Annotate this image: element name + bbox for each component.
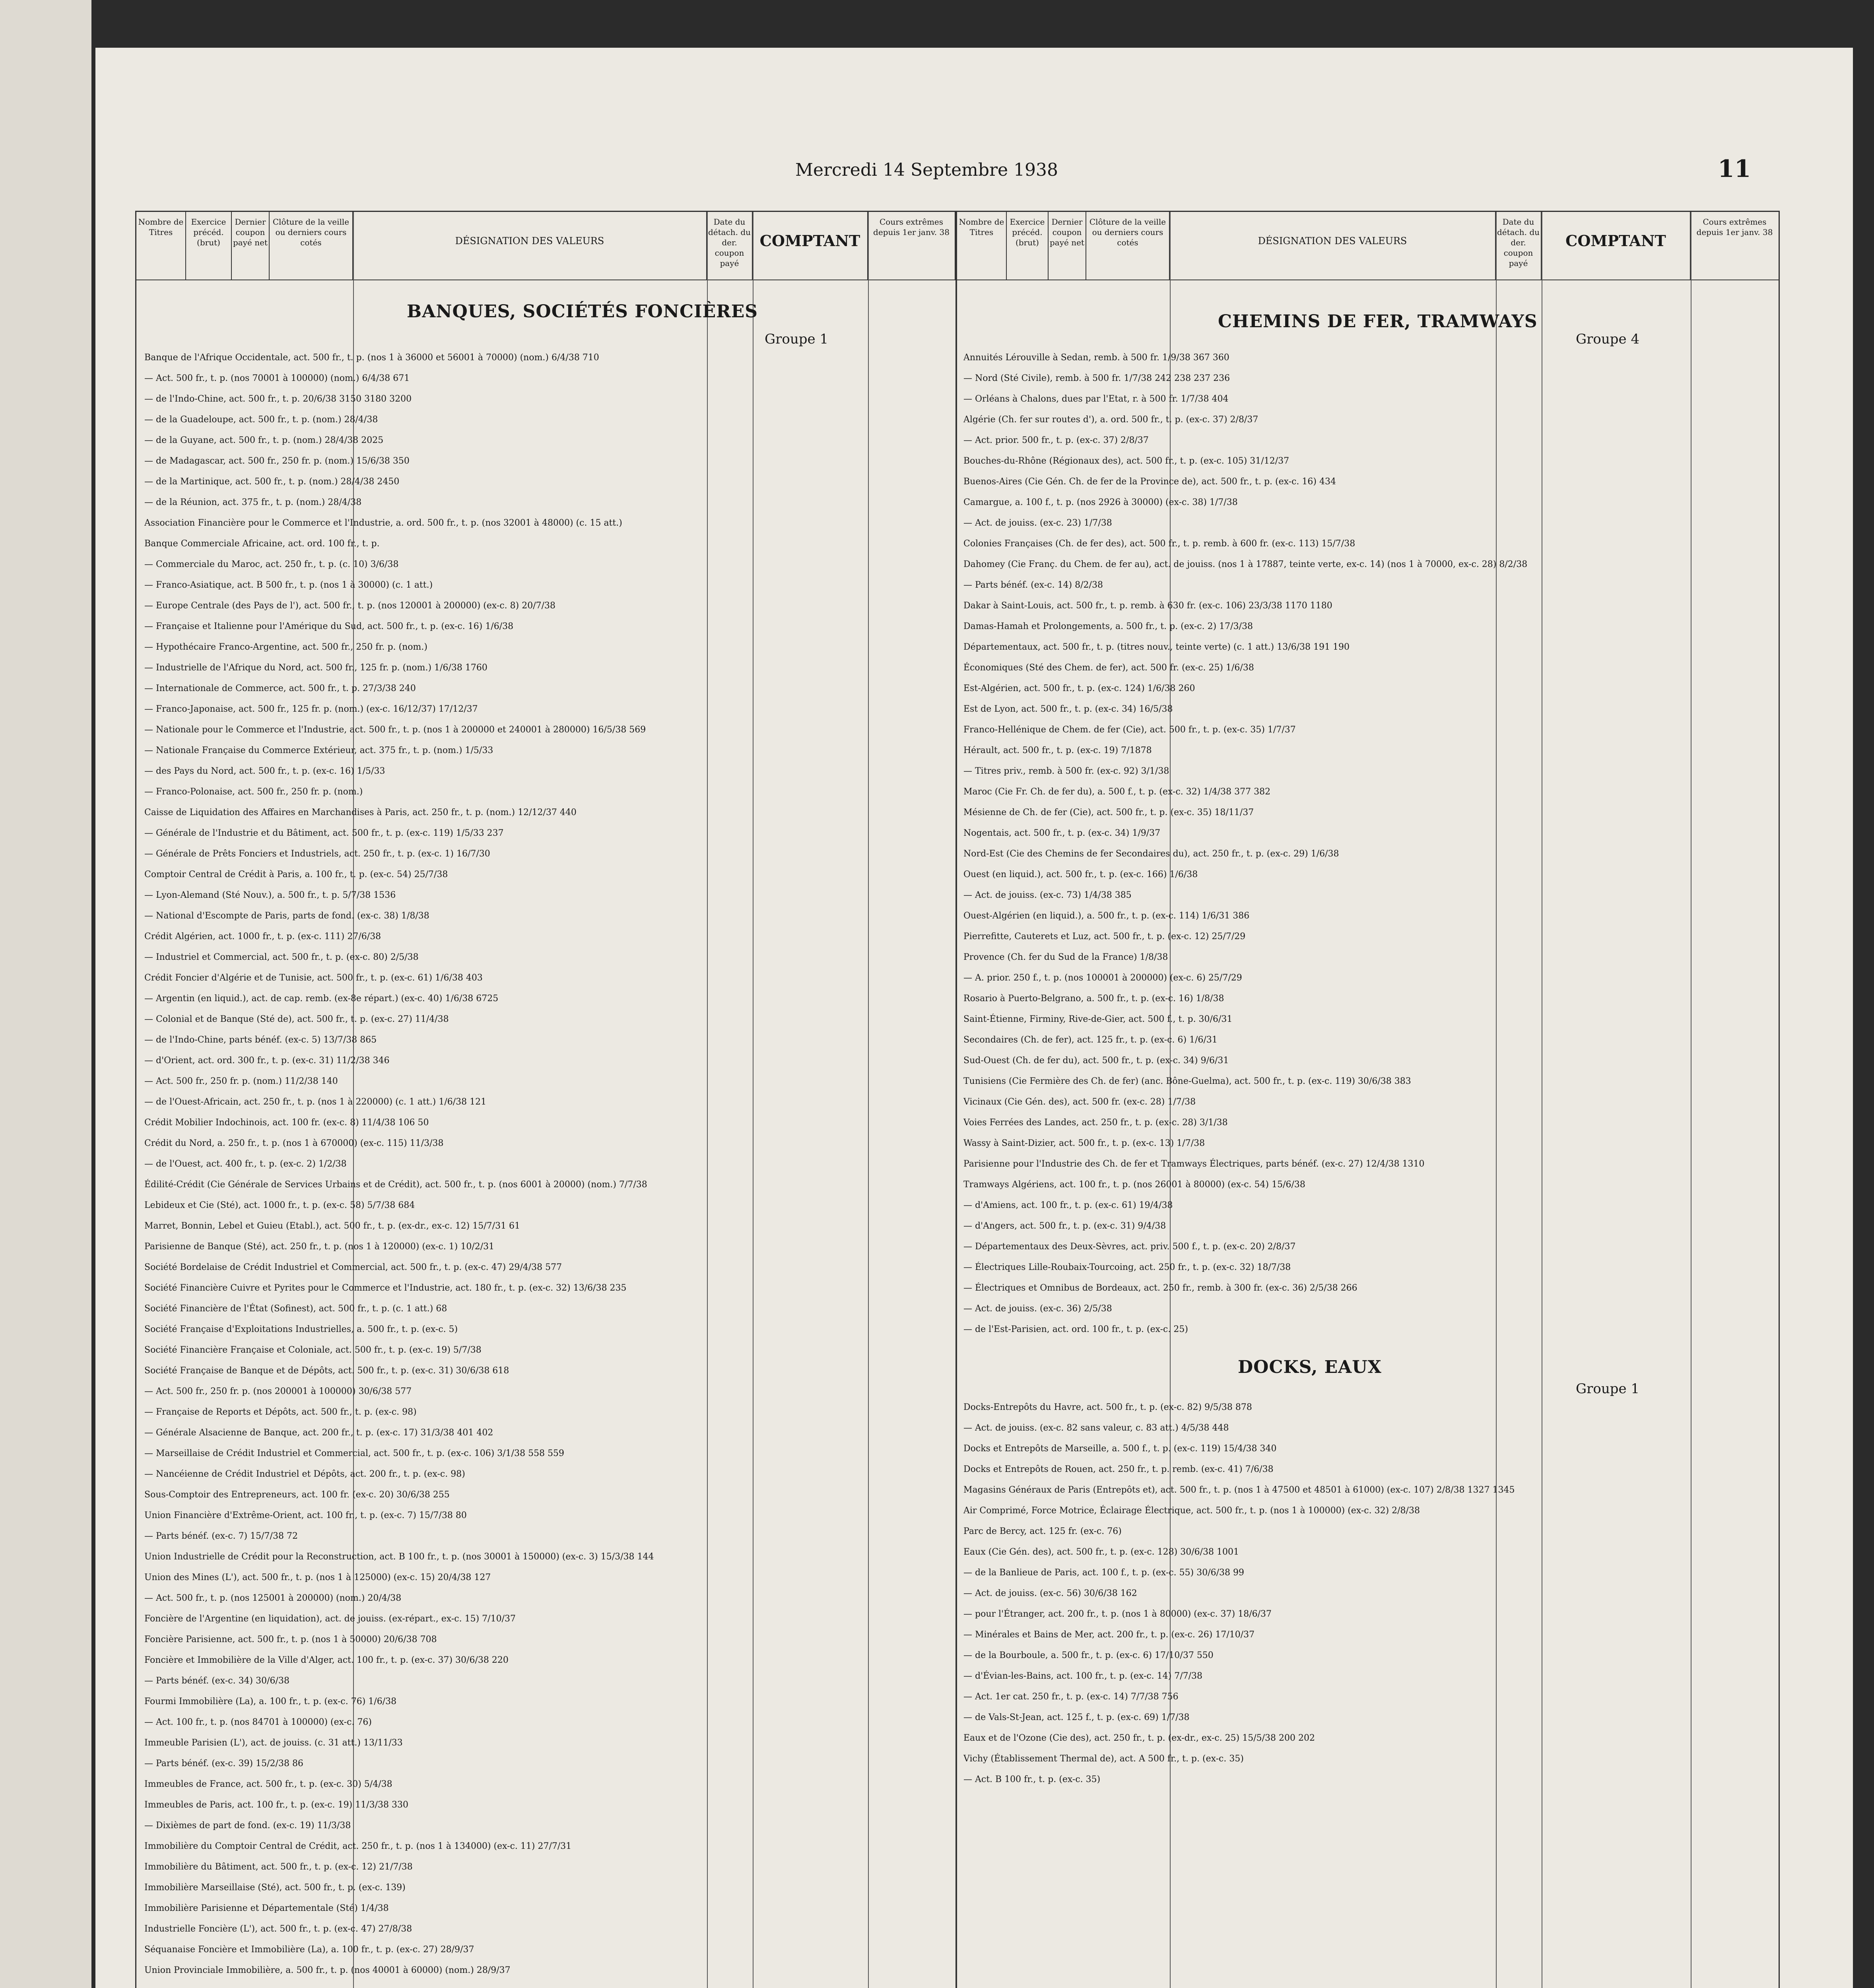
listing-row: Sud-Ouest (Ch. de fer du), act. 500 fr., t. p. (ex-c. 34) 9/6/31 — [963, 1056, 1229, 1066]
left-listing — [144, 351, 952, 1988]
listing-row: Buenos-Aires (Cie Gén. Ch. de fer de la Province de), act. 500 fr., t. p. (ex-c. 16) 434 — [963, 477, 1336, 487]
listing-row: — Marseillaise de Crédit Industriel et Commercial, act. 500 fr., t. p. (ex-c. 106) 3/1/38 558 559 — [144, 1448, 565, 1458]
newspaper-page — [95, 48, 1853, 1988]
listing-row: Pierrefitte, Cauterets et Luz, act. 500 fr., t. p. (ex-c. 12) 25/7/29 — [963, 932, 1246, 942]
col-designation-right: DÉSIGNATION DES VALEURS — [1170, 212, 1496, 280]
listing-row: Société Financière Cuivre et Pyrites pour le Commerce et l'Industrie, act. 180 fr., t. p. (ex-c. 32) 13/6/38 235 — [144, 1283, 627, 1293]
listing-row: — d'Amiens, act. 100 fr., t. p. (ex-c. 61) 19/4/38 — [963, 1200, 1173, 1210]
listing-row: — Française de Reports et Dépôts, act. 500 fr., t. p. (ex-c. 98) — [144, 1407, 417, 1417]
listing-row: — Électriques Lille-Roubaix-Tourcoing, act. 250 fr., t. p. (ex-c. 32) 18/7/38 — [963, 1262, 1291, 1272]
listing-row: — Nancéienne de Crédit Industriel et Dépôts, act. 200 fr., t. p. (ex-c. 98) — [144, 1469, 465, 1479]
listing-row: — Act. 500 fr., 250 fr. p. (nos 200001 à 100000) 30/6/38 577 — [144, 1386, 412, 1396]
listing-row: Air Comprimé, Force Motrice, Éclairage Électrique, act. 500 fr., t. p. (nos 1 à 100000) (ex-c. 32) 2/8/38 — [963, 1506, 1420, 1516]
listing-row: — Nationale pour le Commerce et l'Industrie, act. 500 fr., t. p. (nos 1 à 200000 et 240001 à 280000) 16/5/38 569 — [144, 725, 646, 735]
listing-row: Mésienne de Ch. de fer (Cie), act. 500 fr., t. p. (ex-c. 35) 18/11/37 — [963, 808, 1254, 817]
listing-row: Tramways Algériens, act. 100 fr., t. p. (nos 26001 à 80000) (ex-c. 54) 15/6/38 — [963, 1180, 1305, 1190]
col-cloture: Clôture de la veille ou derniers cours cotés — [270, 212, 353, 280]
listing-row: — d'Angers, act. 500 fr., t. p. (ex-c. 31) 9/4/38 — [963, 1221, 1166, 1231]
listing-row: — Titres priv., remb. à 500 fr. (ex-c. 92) 3/1/38 — [963, 766, 1169, 776]
col-exercice: Exercice précéd. (brut) — [186, 212, 232, 280]
listing-row: Damas-Hamah et Prolongements, a. 500 fr., t. p. (ex-c. 2) 17/3/38 — [963, 621, 1253, 631]
listing-row: Foncière et Immobilière de la Ville d'Alger, act. 100 fr., t. p. (ex-c. 37) 30/6/38 220 — [144, 1655, 509, 1665]
col-nombre: Nombre de Titres — [136, 212, 186, 280]
listing-row: — Act. 1er cat. 250 fr., t. p. (ex-c. 14) 7/7/38 756 — [963, 1692, 1179, 1702]
listing-row: Crédit Mobilier Indochinois, act. 100 fr. (ex-c. 8) 11/4/38 106 50 — [144, 1118, 429, 1128]
group-label: Groupe 1 — [1576, 1381, 1640, 1397]
listing-row: Union Financière d'Extrême-Orient, act. 100 fr., t. p. (ex-c. 7) 15/7/38 80 — [144, 1510, 467, 1520]
col-date-detach-right: Date du détach. du der. coupon payé — [1496, 212, 1542, 280]
section-chemins-de-fer: CHEMINS DE FER, TRAMWAYS — [1218, 311, 1538, 332]
listing-row: Foncière Parisienne, act. 500 fr., t. p. (nos 1 à 50000) 20/6/38 708 — [144, 1635, 437, 1644]
listing-row: — de la Banlieue de Paris, act. 100 f., t. p. (ex-c. 55) 30/6/38 99 — [963, 1568, 1245, 1578]
listing-row: — de Madagascar, act. 500 fr., 250 fr. p. (nom.) 15/6/38 350 — [144, 456, 410, 466]
listing-row: Docks et Entrepôts de Marseille, a. 500 f., t. p. (ex-c. 119) 15/4/38 340 — [963, 1444, 1277, 1454]
group-label: Groupe 1 — [765, 331, 829, 347]
listing-row: Société Française d'Exploitations Industrielles, a. 500 fr., t. p. (ex-c. 5) — [144, 1324, 458, 1334]
right-listing-railways — [963, 351, 1775, 1345]
listing-row: — Générale de Prêts Fonciers et Industriels, act. 250 fr., t. p. (ex-c. 1) 16/7/30 — [144, 849, 490, 859]
listing-row: — Internationale de Commerce, act. 500 fr., t. p. 27/3/38 240 — [144, 683, 416, 693]
listing-row: — Act. prior. 500 fr., t. p. (ex-c. 37) 2/8/37 — [963, 435, 1149, 445]
listing-row: Lebideux et Cie (Sté), act. 1000 fr., t. p. (ex-c. 58) 5/7/38 684 — [144, 1200, 415, 1210]
listing-row: Industrielle Foncière (L'), act. 500 fr., t. p. (ex-c. 47) 27/8/38 — [144, 1924, 412, 1934]
listing-row: — Hypothécaire Franco-Argentine, act. 500 fr., 250 fr. p. (nom.) — [144, 642, 427, 652]
listing-row: Algérie (Ch. fer sur routes d'), a. ord. 500 fr., t. p. (ex-c. 37) 2/8/37 — [963, 415, 1258, 425]
listing-row: Annuités Lérouville à Sedan, remb. à 500 fr. 1/9/38 367 360 — [963, 353, 1229, 363]
listing-row: — Orléans à Chalons, dues par l'Etat, r. à 500 fr. 1/7/38 404 — [963, 394, 1229, 404]
listing-row: — d'Orient, act. ord. 300 fr., t. p. (ex-c. 31) 11/2/38 346 — [144, 1056, 390, 1066]
listing-row: Immeubles de Paris, act. 100 fr., t. p. (ex-c. 19) 11/3/38 330 — [144, 1800, 408, 1810]
listing-row: — de l'Indo-Chine, parts bénéf. (ex-c. 5) 13/7/38 865 — [144, 1035, 377, 1045]
col-comptant-right: COMPTANT — [1542, 212, 1691, 280]
listing-row: — de la Réunion, act. 375 fr., t. p. (nom.) 28/4/38 — [144, 497, 362, 507]
listing-row: — de la Guyane, act. 500 fr., t. p. (nom.) 28/4/38 2025 — [144, 435, 384, 445]
left-page-edge — [0, 0, 91, 1988]
group-label: Groupe 4 — [1576, 331, 1640, 347]
listing-row: — de la Guadeloupe, act. 500 fr., t. p. (nom.) 28/4/38 — [144, 415, 378, 425]
listing-row: — de la Bourboule, a. 500 fr., t. p. (ex-c. 6) 17/10/37 550 — [963, 1650, 1214, 1660]
listing-row: — Act. de jouiss. (ex-c. 56) 30/6/38 162 — [963, 1588, 1137, 1598]
listing-row: Hérault, act. 500 fr., t. p. (ex-c. 19) 7/1878 — [963, 746, 1152, 755]
listing-row: — Argentin (en liquid.), act. de cap. remb. (ex-8e répart.) (ex-c. 40) 1/6/38 6725 — [144, 994, 499, 1004]
listing-row: Nogentais, act. 500 fr., t. p. (ex-c. 34) 1/9/37 — [963, 828, 1161, 838]
listing-row: — Franco-Polonaise, act. 500 fr., 250 fr. p. (nom.) — [144, 787, 363, 797]
listing-row: — Dixièmes de part de fond. (ex-c. 19) 11/3/38 — [144, 1821, 351, 1831]
listing-row: — Commerciale du Maroc, act. 250 fr., t. p. (c. 10) 3/6/38 — [144, 559, 399, 569]
listing-row: Union Industrielle de Crédit pour la Reconstruction, act. B 100 fr., t. p. (nos 30001 à 150000) (ex-c. 3) 15/3/38 144 — [144, 1552, 654, 1562]
col-dernier: Dernier coupon payé net — [232, 212, 270, 280]
listing-row: — de l'Est-Parisien, act. ord. 100 fr., t. p. (ex-c. 25) — [963, 1324, 1188, 1334]
listing-row: Économiques (Sté des Chem. de fer), act. 500 fr. (ex-c. 25) 1/6/38 — [963, 663, 1254, 673]
listing-row: Crédit du Nord, a. 250 fr., t. p. (nos 1 à 670000) (ex-c. 115) 11/3/38 — [144, 1138, 444, 1148]
listing-row: — pour l'Étranger, act. 200 fr., t. p. (nos 1 à 80000) (ex-c. 37) 18/6/37 — [963, 1609, 1272, 1619]
listing-row: — Générale Alsacienne de Banque, act. 200 fr., t. p. (ex-c. 17) 31/3/38 401 402 — [144, 1428, 493, 1438]
listing-row: Docks et Entrepôts de Rouen, act. 250 fr., t. p. remb. (ex-c. 41) 7/6/38 — [963, 1464, 1274, 1474]
listing-row: — Franco-Japonaise, act. 500 fr., 125 fr. p. (nom.) (ex-c. 16/12/37) 17/12/37 — [144, 704, 478, 714]
col-cours: Cours extrêmes depuis 1er janv. 38 — [868, 212, 955, 280]
listing-row: — Parts bénéf. (ex-c. 7) 15/7/38 72 — [144, 1531, 298, 1541]
listing-row: Dahomey (Cie Franç. du Chem. de fer au), act. de jouiss. (nos 1 à 17887, teinte verte, ex-c. 14) (nos 1 à 70000, ex-c. 28) 8/2/38 — [963, 559, 1528, 569]
listing-row: Est-Algérien, act. 500 fr., t. p. (ex-c. 124) 1/6/38 260 — [963, 683, 1195, 693]
listing-row: Saint-Étienne, Firminy, Rive-de-Gier, act. 500 f., t. p. 30/6/31 — [963, 1014, 1233, 1024]
section-banques: BANQUES, SOCIÉTÉS FONCIÈRES — [407, 301, 758, 322]
listing-row: — Franco-Asiatique, act. B 500 fr., t. p. (nos 1 à 30000) (c. 1 att.) — [144, 580, 433, 590]
listing-row: Immobilière Marseillaise (Sté), act. 500 fr., t. p. (ex-c. 139) — [144, 1883, 406, 1893]
listing-row: Docks-Entrepôts du Havre, act. 500 fr., t. p. (ex-c. 82) 9/5/38 878 — [963, 1402, 1252, 1412]
listing-row: — Électriques et Omnibus de Bordeaux, act. 250 fr., remb. à 300 fr. (ex-c. 36) 2/5/38 266 — [963, 1283, 1357, 1293]
center-divider — [955, 212, 957, 1988]
listing-row: — Act. de jouiss. (ex-c. 36) 2/5/38 — [963, 1304, 1112, 1314]
listing-row: Union Provinciale Immobilière, a. 500 fr., t. p. (nos 40001 à 60000) (nom.) 28/9/37 — [144, 1965, 511, 1975]
listing-row: Parc de Bercy, act. 125 fr. (ex-c. 76) — [963, 1526, 1122, 1536]
listing-row: Banque Commerciale Africaine, act. ord. 100 fr., t. p. — [144, 539, 380, 549]
col-date-detach: Date du détach. du der. coupon payé — [707, 212, 753, 280]
listing-row: — de l'Ouest, act. 400 fr., t. p. (ex-c. 2) 1/2/38 — [144, 1159, 347, 1169]
listing-row: — Act. B 100 fr., t. p. (ex-c. 35) — [963, 1774, 1101, 1784]
listing-row: Séquanaise Foncière et Immobilière (La), a. 100 fr., t. p. (ex-c. 27) 28/9/37 — [144, 1945, 474, 1955]
listing-row: Ouest (en liquid.), act. 500 fr., t. p. (ex-c. 166) 1/6/38 — [963, 870, 1198, 879]
listing-row: Vichy (Établissement Thermal de), act. A 500 fr., t. p. (ex-c. 35) — [963, 1754, 1244, 1764]
listing-row: Franco-Hellénique de Chem. de fer (Cie), act. 500 fr., t. p. (ex-c. 35) 1/7/37 — [963, 725, 1296, 735]
listing-row: — Nord (Sté Civile), remb. à 500 fr. 1/7/38 242 238 237 236 — [963, 373, 1230, 383]
listing-row: Société Financière de l'État (Sofinest), act. 500 fr., t. p. (c. 1 att.) 68 — [144, 1304, 447, 1314]
listing-row: Provence (Ch. fer du Sud de la France) 1/8/38 — [963, 952, 1168, 962]
col-nombre-right: Nombre de Titres — [957, 212, 1007, 280]
listing-row: Parisienne de Banque (Sté), act. 250 fr., t. p. (nos 1 à 120000) (ex-c. 1) 10/2/31 — [144, 1242, 495, 1252]
col-cloture-right: Clôture de la veille ou derniers cours cotés — [1086, 212, 1170, 280]
col-comptant: COMPTANT — [753, 212, 868, 280]
listing-row: Comptoir Central de Crédit à Paris, a. 100 fr., t. p. (ex-c. 54) 25/7/38 — [144, 870, 448, 879]
listing-row: — des Pays du Nord, act. 500 fr., t. p. (ex-c. 16) 1/5/33 — [144, 766, 385, 776]
listing-row: Immobilière du Comptoir Central de Crédit, act. 250 fr., t. p. (nos 1 à 134000) (ex-c. 11) 27/7/31 — [144, 1841, 572, 1851]
listing-row: Union des Mines (L'), act. 500 fr., t. p. (nos 1 à 125000) (ex-c. 15) 20/4/38 127 — [144, 1573, 491, 1582]
listing-row: Départementaux, act. 500 fr., t. p. (titres nouv., teinte verte) (c. 1 att.) 13/6/38 191 190 — [963, 642, 1350, 652]
listing-row: — Colonial et de Banque (Sté de), act. 500 fr., t. p. (ex-c. 27) 11/4/38 — [144, 1014, 449, 1024]
listing-row: — Act. 500 fr., 250 fr. p. (nom.) 11/2/38 140 — [144, 1076, 338, 1086]
listing-row: Magasins Généraux de Paris (Entrepôts et), act. 500 fr., t. p. (nos 1 à 47500 et 48501 à 61000) (ex-c. 107) 2/8/38 1327 1345 — [963, 1485, 1515, 1495]
quotation-table — [135, 211, 1780, 1988]
listing-row: — Act. 100 fr., t. p. (nos 84701 à 100000) (ex-c. 76) — [144, 1717, 372, 1727]
col-dernier-right: Dernier coupon payé net — [1049, 212, 1086, 280]
listing-row — [963, 1343, 1775, 1345]
listing-row: Wassy à Saint-Dizier, act. 500 fr., t. p. (ex-c. 13) 1/7/38 — [963, 1138, 1205, 1148]
listing-row: Édilité-Crédit (Cie Générale de Services Urbains et de Crédit), act. 500 fr., t. p. (nos 6001 à 20000) (nom.) 7/7/38 — [144, 1180, 647, 1190]
listing-row: — Act. 500 fr., t. p. (nos 125001 à 200000) (nom.) 20/4/38 — [144, 1593, 402, 1603]
right-listing-docks — [963, 1401, 1775, 1988]
listing-row: Immeubles de France, act. 500 fr., t. p. (ex-c. 30) 5/4/38 — [144, 1779, 392, 1789]
listing-row: Est de Lyon, act. 500 fr., t. p. (ex-c. 34) 16/5/38 — [963, 704, 1173, 714]
listing-row: Secondaires (Ch. de fer), act. 125 fr., t. p. (ex-c. 6) 1/6/31 — [963, 1035, 1218, 1045]
listing-row: — Industriel et Commercial, act. 500 fr., t. p. (ex-c. 80) 2/5/38 — [144, 952, 419, 962]
listing-row: Crédit Foncier d'Algérie et de Tunisie, act. 500 fr., t. p. (ex-c. 61) 1/6/38 403 — [144, 973, 483, 983]
listing-row: — Europe Centrale (des Pays de l'), act. 500 fr., t. p. (nos 120001 à 200000) (ex-c. 8) 20/7/38 — [144, 601, 556, 611]
listing-row: Société Bordelaise de Crédit Industriel et Commercial, act. 500 fr., t. p. (ex-c. 47) 29/4/38 577 — [144, 1262, 562, 1272]
listing-row: Nord-Est (Cie des Chemins de fer Secondaires du), act. 250 fr., t. p. (ex-c. 29) 1/6/38 — [963, 849, 1339, 859]
listing-row: — Parts bénéf. (ex-c. 39) 15/2/38 86 — [144, 1759, 303, 1769]
col-designation: DÉSIGNATION DES VALEURS — [353, 212, 707, 280]
listing-row: Parisienne pour l'Industrie des Ch. de fer et Tramways Électriques, parts bénéf. (ex-c. 27) 12/4/38 1310 — [963, 1159, 1425, 1169]
listing-row: — A. prior. 250 f., t. p. (nos 100001 à 200000) (ex-c. 6) 25/7/29 — [963, 973, 1242, 983]
col-cours-right: Cours extrêmes depuis 1er janv. 38 — [1696, 217, 1773, 237]
listing-row: Eaux et de l'Ozone (Cie des), act. 250 fr., t. p. (ex-dr., ex-c. 25) 15/5/38 200 202 — [963, 1733, 1315, 1743]
listing-row: Crédit Algérien, act. 1000 fr., t. p. (ex-c. 111) 27/6/38 — [144, 932, 381, 942]
listing-row: — de l'Ouest-Africain, act. 250 fr., t. p. (nos 1 à 220000) (c. 1 att.) 1/6/38 121 — [144, 1097, 487, 1107]
listing-row: Immobilière Parisienne et Départementale (Sté) 1/4/38 — [144, 1903, 389, 1913]
listing-row: Caisse de Liquidation des Affaires en Marchandises à Paris, act. 250 fr., t. p. (nom.) 12/12/37 440 — [144, 808, 577, 817]
listing-row: Société Financière Française et Coloniale, act. 500 fr., t. p. (ex-c. 19) 5/7/38 — [144, 1345, 482, 1355]
listing-row: Société Française de Banque et de Dépôts, act. 500 fr., t. p. (ex-c. 31) 30/6/38 618 — [144, 1366, 509, 1376]
listing-row: Camargue, a. 100 f., t. p. (nos 2926 à 30000) (ex-c. 38) 1/7/38 — [963, 497, 1238, 507]
listing-row: — National d'Escompte de Paris, parts de fond. (ex-c. 38) 1/8/38 — [144, 911, 429, 921]
listing-row: Voies Ferrées des Landes, act. 250 fr., t. p. (ex-c. 28) 3/1/38 — [963, 1118, 1228, 1128]
page-date: Mercredi 14 Septembre 1938 — [795, 160, 1058, 180]
listing-row: — Générale de l'Industrie et du Bâtiment, act. 500 fr., t. p. (ex-c. 119) 1/5/33 237 — [144, 828, 504, 838]
listing-row: Maroc (Cie Fr. Ch. de fer du), a. 500 f., t. p. (ex-c. 32) 1/4/38 377 382 — [963, 787, 1271, 797]
listing-row: — Parts bénéf. (ex-c. 34) 30/6/38 — [144, 1676, 289, 1686]
listing-row: Ouest-Algérien (en liquid.), a. 500 fr., t. p. (ex-c. 114) 1/6/31 386 — [963, 911, 1250, 921]
listing-row: — de Vals-St-Jean, act. 125 f., t. p. (ex-c. 69) 1/7/38 — [963, 1712, 1190, 1722]
listing-row: — Act. de jouiss. (ex-c. 82 sans valeur, c. 83 att.) 4/5/38 448 — [963, 1423, 1229, 1433]
listing-row: Fourmi Immobilière (La), a. 100 fr., t. p. (ex-c. 76) 1/6/38 — [144, 1697, 397, 1706]
listing-row: — Act. de jouiss. (ex-c. 23) 1/7/38 — [963, 518, 1112, 528]
col-exercice-right: Exercice précéd. (brut) — [1007, 212, 1049, 280]
listing-row: — Industrielle de l'Afrique du Nord, act. 500 fr., 125 fr. p. (nom.) 1/6/38 1760 — [144, 663, 487, 673]
listing-row: Foncière de l'Argentine (en liquidation), act. de jouiss. (ex-répart., ex-c. 15) 7/10/37 — [144, 1614, 516, 1624]
listing-row: — d'Évian-les-Bains, act. 100 fr., t. p. (ex-c. 14) 7/7/38 — [963, 1671, 1203, 1681]
listing-row: — de l'Indo-Chine, act. 500 fr., t. p. 20/6/38 3150 3180 3200 — [144, 394, 412, 404]
listing-row: — de la Martinique, act. 500 fr., t. p. (nom.) 28/4/38 2450 — [144, 477, 400, 487]
listing-row: — Nationale Française du Commerce Extérieur, act. 375 fr., t. p. (nom.) 1/5/33 — [144, 746, 493, 755]
listing-row: Eaux (Cie Gén. des), act. 500 fr., t. p. (ex-c. 128) 30/6/38 1001 — [963, 1547, 1239, 1557]
listing-row: Sous-Comptoir des Entrepreneurs, act. 100 fr. (ex-c. 20) 30/6/38 255 — [144, 1490, 450, 1500]
listing-row: — Parts bénéf. (ex-c. 14) 8/2/38 — [963, 580, 1103, 590]
listing-row: Rosario à Puerto-Belgrano, a. 500 fr., t. p. (ex-c. 16) 1/8/38 — [963, 994, 1224, 1004]
listing-row: Marret, Bonnin, Lebel et Guieu (Etabl.), act. 500 fr., t. p. (ex-dr., ex-c. 12) 15/7/31 61 — [144, 1221, 520, 1231]
listing-row: — Act. de jouiss. (ex-c. 73) 1/4/38 385 — [963, 890, 1132, 900]
listing-row: Dakar à Saint-Louis, act. 500 fr., t. p. remb. à 630 fr. (ex-c. 106) 23/3/38 1170 1180 — [963, 601, 1332, 611]
listing-row: Immeuble Parisien (L'), act. de jouiss. (c. 31 att.) 13/11/33 — [144, 1738, 403, 1748]
listing-row: Colonies Françaises (Ch. de fer des), act. 500 fr., t. p. remb. à 600 fr. (ex-c. 113) 15/7/38 — [963, 539, 1355, 549]
section-docks-eaux: DOCKS, EAUX — [1238, 1357, 1382, 1377]
listing-row: Association Financière pour le Commerce et l'Industrie, a. ord. 500 fr., t. p. (nos 32001 à 48000) (c. 15 att.) — [144, 518, 622, 528]
listing-row: Bouches-du-Rhône (Régionaux des), act. 500 fr., t. p. (ex-c. 105) 31/12/37 — [963, 456, 1289, 466]
listing-row: — Française et Italienne pour l'Amérique du Sud, act. 500 fr., t. p. (ex-c. 16) 1/6/38 — [144, 621, 514, 631]
listing-row: Vicinaux (Cie Gén. des), act. 500 fr. (ex-c. 28) 1/7/38 — [963, 1097, 1196, 1107]
listing-row: — Départementaux des Deux-Sèvres, act. priv. 500 f., t. p. (ex-c. 20) 2/8/37 — [963, 1242, 1296, 1252]
page-number: 11 — [1718, 155, 1751, 183]
listing-row: — Lyon-Alemand (Sté Nouv.), a. 500 fr., t. p. 5/7/38 1536 — [144, 890, 396, 900]
listing-row: — Minérales et Bains de Mer, act. 200 fr., t. p. (ex-c. 26) 17/10/37 — [963, 1630, 1255, 1640]
listing-row: — Act. 500 fr., t. p. (nos 70001 à 100000) (nom.) 6/4/38 671 — [144, 373, 410, 383]
listing-row: Tunisiens (Cie Fermière des Ch. de fer) (anc. Bône-Guelma), act. 500 fr., t. p. (ex-c. 119) 30/6/38 383 — [963, 1076, 1411, 1086]
listing-row: Immobilière du Bâtiment, act. 500 fr., t. p. (ex-c. 12) 21/7/38 — [144, 1862, 413, 1872]
listing-row: Banque de l'Afrique Occidentale, act. 500 fr., t. p. (nos 1 à 36000 et 56001 à 70000) (nom.) 6/4/38 710 — [144, 353, 599, 363]
